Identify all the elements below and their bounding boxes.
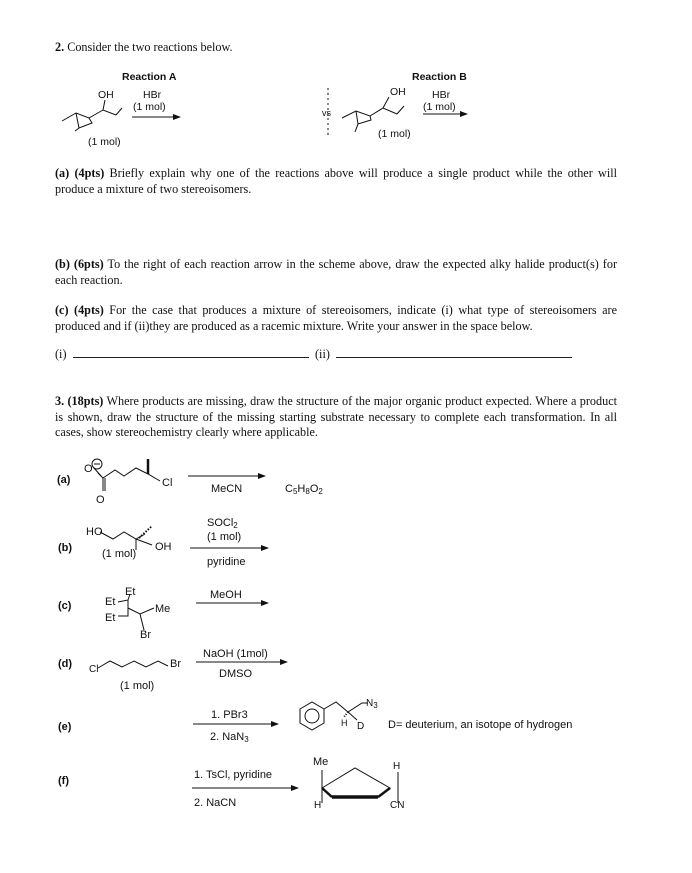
q3-a-product-formula: $C_5H_8O_2$ (285, 483, 323, 496)
q3-f-cn: CN (390, 800, 405, 811)
q3-text: Where products are missing, draw the structure of the major organic product expected. Where a product is shown, draw the structure of the missing starting substrate necessary to complete each transformation. In all cases, show stereochemistry clearly where applicable. (55, 394, 618, 439)
q2-prompt: Consider the two reactions below. (67, 40, 233, 54)
q3-d-cl: Cl (89, 664, 99, 675)
q3-a-cl: Cl (162, 477, 173, 489)
q3-e-structure (300, 702, 368, 730)
q3-e-step2: 2. NaN$_3$ (210, 731, 249, 744)
q3-d-reagent2: DMSO (219, 668, 252, 680)
q3-c-et-top: Et (125, 586, 136, 598)
vs-label: vs (322, 108, 331, 118)
q3-b-oh: OH (155, 541, 172, 553)
q3-b-amount: (1 mol) (102, 548, 137, 560)
q3-e-note: D= deuterium, an isotope of hydrogen (388, 719, 573, 731)
q3-e-h: H (341, 718, 348, 728)
reaction-b-substrate-amount: (1 mol) (378, 128, 411, 140)
answer-blank-i-label: (i) (55, 347, 67, 361)
q3-b-reagent1: SOCl$_2$ (207, 517, 238, 530)
reaction-b-cyclohexanol (342, 97, 404, 132)
q3-e-n3: $N_3$ (366, 698, 378, 710)
q3-b-reagent2: pyridine (207, 556, 246, 568)
q3-c-reagent: MeOH (210, 589, 242, 601)
q3-d-amount: (1 mol) (120, 680, 155, 692)
q3-d-label: (d) (58, 658, 73, 670)
reaction-a-cyclohexanol (62, 100, 122, 131)
q3-c-et-left: Et (105, 596, 116, 608)
q3-a-structure (94, 459, 160, 491)
q3-b-label: (b) (58, 542, 73, 554)
q2-part-a-label: (a) (4pts) (55, 166, 105, 180)
q3-e-label: (e) (58, 721, 72, 733)
q2-part-c-label: (c) (4pts) (55, 303, 104, 317)
q3-b-structure (100, 526, 152, 550)
q3-a-o-minus: O (84, 463, 93, 475)
reaction-a-reagent: HBr (143, 89, 162, 101)
q2-part-c-text: For the case that produces a mixture of stereoisomers, indicate (i) what type of stereoisomers are produced and if (ii)they are produced as a racemic mixture. Write your answer in the space below. (55, 303, 617, 333)
q3-c-et-bottom: Et (105, 612, 116, 624)
q3-f-h-top: H (393, 761, 401, 772)
q2-number: 2. (55, 40, 65, 54)
q3-c-me: Me (155, 603, 171, 615)
reaction-a-title: Reaction A (122, 71, 177, 83)
q3-f-label: (f) (58, 775, 69, 787)
q3-c-label: (c) (58, 600, 72, 612)
q3-c-br: Br (140, 629, 151, 641)
q3-f-h-bottom: H (314, 800, 322, 811)
reaction-b-reagent-amount: (1 mol) (423, 101, 456, 113)
reaction-b-title: Reaction B (412, 71, 467, 83)
q3-f-step1: 1. TsCl, pyridine (194, 769, 273, 781)
reaction-b-reagent: HBr (432, 89, 451, 101)
q2-part-a-text: Briefly explain why one of the reactions above will produce a single product while the other will produce a mixture of two stereoisomers. (55, 166, 617, 196)
q3-d-structure (98, 661, 168, 668)
reaction-a-reagent-amount: (1 mol) (133, 101, 166, 113)
q3-f-structure (322, 768, 398, 803)
q3-c-structure (118, 594, 154, 630)
q3-f-step2: 2. NaCN (194, 797, 237, 809)
q3-b-ho: HO (86, 526, 103, 538)
q3-f-me: Me (313, 756, 329, 768)
reaction-a-oh: OH (98, 89, 114, 101)
answer-blank-ii-label: (ii) (315, 347, 330, 361)
reaction-b-oh: OH (390, 86, 406, 98)
reaction-a-substrate-amount: (1 mol) (88, 136, 121, 148)
q3-e-d: D (357, 721, 365, 732)
q3-number: 3. (55, 394, 65, 408)
q3-a-label: (a) (57, 474, 71, 486)
q2-part-b-label: (b) (6pts) (55, 257, 104, 271)
q2-part-b-text: To the right of each reaction arrow in the scheme above, draw the expected alky halide product(s) for each reaction. (55, 257, 618, 287)
q3-a-o: O (96, 494, 105, 506)
q3-d-reagent1: NaOH (1mol) (203, 648, 268, 660)
q3-b-reagent1-amount: (1 mol) (207, 531, 242, 543)
q3-a-reagent: MeCN (211, 483, 243, 495)
q3-e-step1: 1. PBr3 (211, 709, 248, 721)
q3-d-br: Br (170, 658, 181, 670)
q3-points: (18pts) (67, 394, 104, 408)
